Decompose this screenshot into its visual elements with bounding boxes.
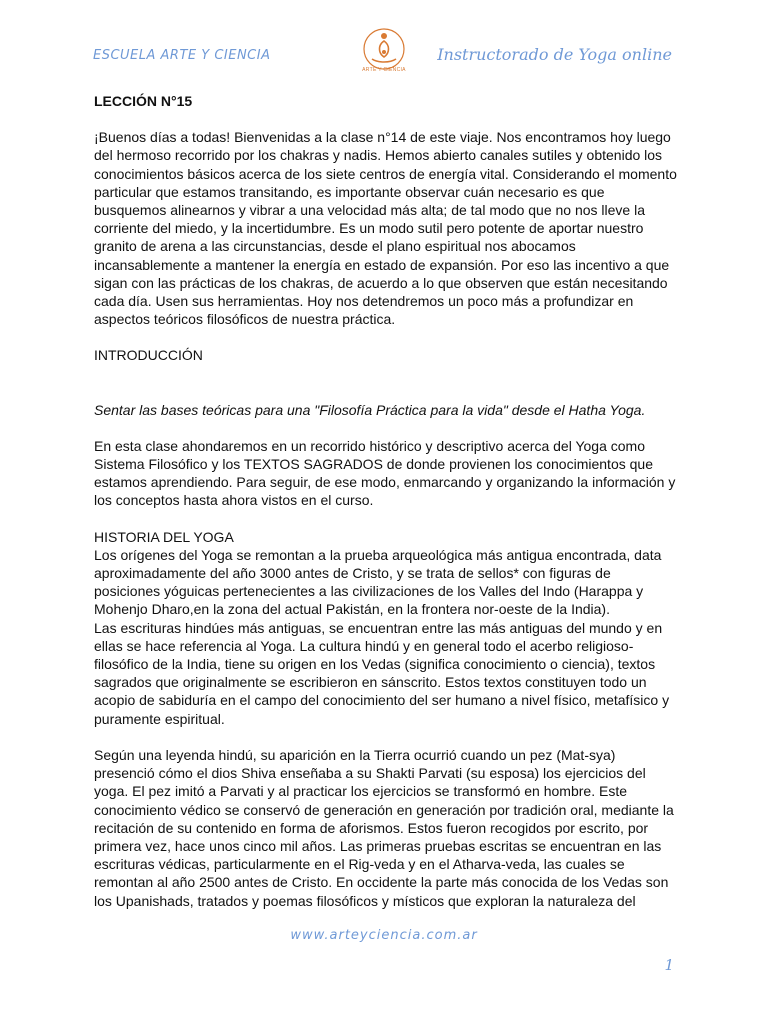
lesson-title: LECCIÓN N°15 [94,93,193,109]
history-heading: HISTORIA DEL YOGA [94,528,234,545]
page-number: 1 [664,956,674,974]
upanishads-line: los Upanishads, tratados y poemas filosóficos y místicos que exploran la naturaleza del [94,892,636,909]
italic-statement: Sentar las bases teóricas para una "Filosofía Práctica para la vida" desde el Hatha Yoga. [94,401,646,418]
class-description: En esta clase ahondaremos en un recorrido histórico y descriptivo acerca del Yoga como Sistema Filosófico y los TEXTOS SAGRADOS de donde provienen los conocimientos que estamos aprendiendo. Para seguir, de ese modo, enmarcando y organizando la información y los conceptos hasta ahora vistos en el curso. [94,437,676,509]
course-name: Instructorado de Yoga online [437,45,672,64]
lesson-content [94,92,679,910]
history-paragraph-1: Los orígenes del Yoga se remontan a la prueba arqueológica más antigua encontrada, data aproximadamente del año 3000 antes de Cristo, y se trata de sellos* con figuras de posiciones yóguicas pertenecientes a las civilizaciones de los Valles del Indo (Harappa y Mohenjo Dharo,en la zona del actual Pakistán, en la frontera nor-oeste de la India). [94,546,662,618]
history-paragraph-2: Las escrituras hindúes más antiguas, se encuentran entre las más antiguas del mundo y en ellas se hace referencia al Yoga. La cultura hindú y en general todo el acerbo religioso-filosófico de la India, tiene su origen en los Vedas (significa conocimiento o ciencia), textos sagrados que originalmente se escribieron en sánscrito. Estos textos constituyen todo un acopio de sabiduría en el campo del conocimiento del ser humano a nivel físico, metafísico y puramente espiritual. [94,619,670,727]
intro-paragraph: ¡Buenos días a todas! Bienvenidas a la clase n°14 de este viaje. Nos encontramos hoy luego del hermoso recorrido por los chakras y nadis. Hemos abierto canales sutiles y obtenido los conocimientos básicos acerca de los siete centros de energía vital. Considerando el momento particular que estamos transitando, es importante observar cuán necesario es que busquemos alinearnos y vibrar a una velocidad más alta; de tal modo que no nos lleve la corriente del miedo, y la incertidumbre. Es un modo sutil pero potente de aportar nuestro granito de arena a las circunstancias, desde el plano espiritual nos abocamos incansablemente a mantener la energía en estado de expansión. Por eso las incentivo a que sigan con las prácticas de los chakras, de acuerdo a lo que observen que están necesitando cada día. Usen sus herramientas. Hoy nos detendremos un poco más a profundizar en aspectos teóricos filosóficos de nuestra práctica. [94,129,677,328]
introduction-heading: INTRODUCCIÓN [94,347,203,364]
footer-url: www.arteyciencia.com.ar [290,928,478,943]
logo-text: ARTE Y CIENCIA [362,67,406,73]
school-name: ESCUELA ARTE Y CIENCIA [93,48,271,63]
legend-paragraph: Según una leyenda hindú, su aparición en la Tierra ocurrió cuando un pez (Mat-sya) presenció cómo el dios Shiva enseñaba a su Shakti Parvati (su esposa) los ejercicios del yoga. El pez imitó a Parvati y al practicar los ejercicios se transformó en hombre. Este conocimiento védico se conservó de generación en generación por tradición oral, mediante la recitación de su contenido en forma de aforismos. Estos fueron recogidos por escrito, por primera vez, hace unos cinco mil años. Las primeras pruebas escritas se encuentran en las escrituras védicas, particularmente en el Rig-veda y en el Atharva-veda, las cuales se remontan al año 2500 antes de Cristo. En occidente la parte más conocida de los Vedas son [94,746,674,891]
